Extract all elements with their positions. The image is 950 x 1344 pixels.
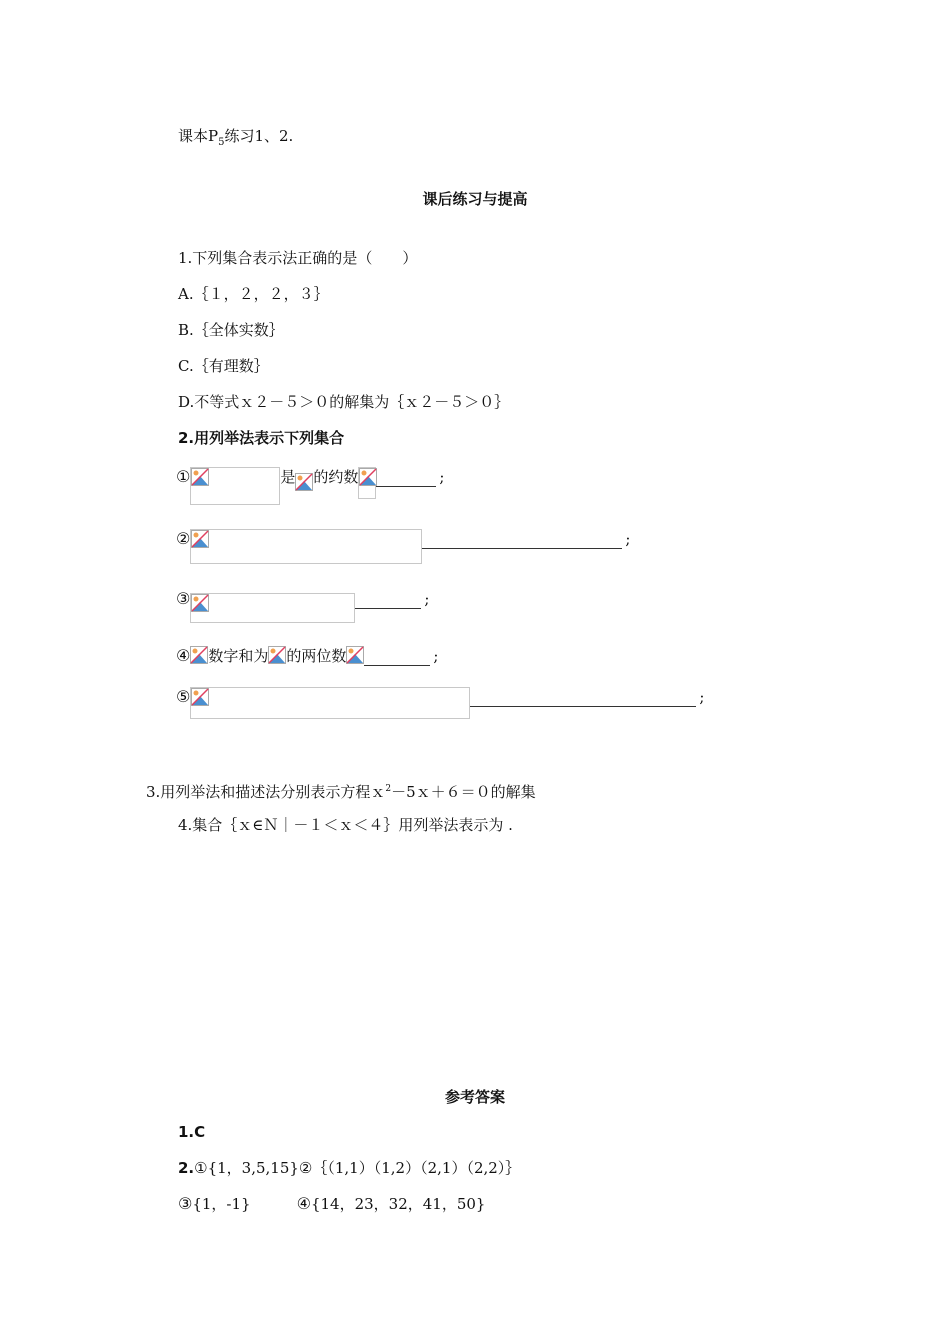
item4-text-digit-sum: 数字和为 (208, 647, 269, 665)
answer-blank (364, 646, 430, 666)
q2-item-2 (176, 529, 630, 564)
broken-image-frame (358, 467, 376, 499)
q1-option-b: B.｛全体实数｝ (178, 321, 284, 339)
q1-option-d: D.不等式ｘ２－５＞０的解集为｛ｘ２－５＞０｝ (178, 393, 510, 411)
answer-blank (422, 529, 622, 549)
answer-3-text: {1，-1} (192, 1195, 251, 1213)
note-suffix: 练习1、2. (224, 127, 294, 145)
q3-post: －5ｘ＋６＝０的解集 (391, 783, 536, 801)
broken-image-icon (190, 646, 208, 664)
item5-end: ; (699, 688, 705, 706)
answer-3-number: ③ (178, 1194, 193, 1213)
answer-4-number: ④ (296, 1194, 311, 1213)
broken-image-icon (191, 594, 209, 612)
textbook-exercise-note (178, 126, 293, 153)
answer-2-label: 2. (178, 1159, 195, 1177)
item5-number: ⑤ (176, 687, 191, 706)
item1-text-is: 是 (280, 468, 296, 486)
note-subscript: 5 (218, 137, 225, 148)
item3-number: ③ (176, 589, 191, 608)
broken-image-icon (346, 646, 364, 664)
broken-image-frame (190, 593, 355, 623)
broken-image-frame (190, 687, 470, 719)
item3-end: ; (424, 590, 430, 608)
item2-number: ② (176, 529, 191, 548)
broken-image-icon (191, 468, 209, 486)
q2-item-3 (176, 589, 429, 623)
q3-exponent: 2 (385, 784, 392, 794)
q3-pre: 3.用列举法和描述法分别表示方程ｘ (146, 783, 386, 801)
item1-text-divisor: 的约数 (313, 468, 359, 486)
answer-blank (470, 687, 696, 707)
answer-3-4 (178, 1194, 485, 1214)
answer-blank (376, 467, 436, 487)
item1-end: ; (439, 468, 445, 486)
q1-option-a: A.｛１，２，２，３｝ (178, 285, 329, 303)
q3-stem (146, 779, 536, 802)
item4-text-two-digit: 的两位数 (286, 647, 347, 665)
q2-item-4 (176, 646, 438, 666)
note-prefix: 课本P (178, 127, 219, 145)
q1-option-c: C.｛有理数｝ (178, 357, 269, 375)
q2-stem: 2.用列举法表示下列集合 (178, 429, 345, 447)
broken-image-icon (295, 473, 313, 491)
answers-title: 参考答案 (444, 1088, 505, 1106)
q2-item-1 (176, 467, 444, 505)
answer-blank (355, 589, 421, 609)
answer-4-text: {14，23，32，41，50} (310, 1195, 486, 1213)
broken-image-icon (191, 688, 209, 706)
section-title: 课后练习与提高 (422, 190, 528, 208)
q4-stem: 4.集合｛ｘ∈Ｎ｜－１＜ｘ＜４｝用列举法表示为 . (178, 816, 513, 834)
broken-image-frame (190, 529, 422, 564)
answer-2 (178, 1158, 520, 1178)
broken-image-icon (359, 468, 377, 486)
item4-number: ④ (176, 646, 191, 665)
answer-2-text: ①{1，3,5,15}②｛（1,1）（1,2）（2,1）（2,2）｝ (194, 1159, 521, 1177)
broken-image-icon (268, 646, 286, 664)
q2-item-5 (176, 687, 704, 719)
broken-image-frame (190, 467, 280, 505)
item1-number: ① (176, 467, 191, 486)
item2-end: ; (625, 530, 631, 548)
broken-image-icon (191, 530, 209, 548)
item4-end: ; (433, 647, 439, 665)
answer-1: 1.C (178, 1123, 206, 1141)
q1-stem: 1.下列集合表示法正确的是（ ） (178, 249, 418, 267)
